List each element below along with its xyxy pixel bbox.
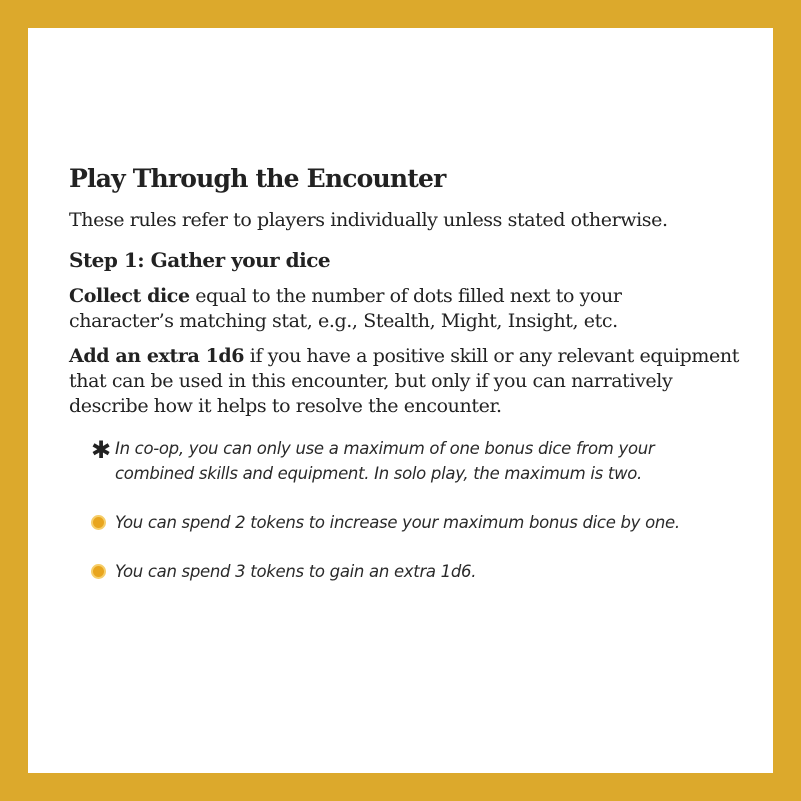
note-text: In co-op, you can only use a maximum of one bonus dice from your combined skills and equipment. In solo play, the maximum is two. [115,439,655,483]
rules-card [28,28,773,773]
note-text: You can spend 3 tokens to gain an extra 1d6. [115,562,477,581]
asterisk-icon: ✱ [91,436,111,464]
note-coop-limit [91,436,725,486]
note-text: You can spend 2 tokens to increase your maximum bonus dice by one. [115,513,680,532]
rules-content [69,162,739,608]
page-title: Play Through the Encounter [69,164,446,193]
collect-dice-paragraph [69,284,669,334]
token-icon [91,515,106,530]
note-spend-3-tokens [91,559,739,584]
note-spend-2-tokens [91,510,685,535]
step-heading: Step 1: Gather your dice [69,248,331,272]
extra-die-text: if you have a positive skill or any relevant equipment that can be used in this encounter, but only if you can narratively describe how it helps to resolve the encounter. [69,345,739,417]
token-icon [91,564,106,579]
collect-dice-text: equal to the number of dots filled next to your character’s matching stat, e.g., Stealth, Might, Insight, etc. [69,285,622,332]
notes-list [91,436,739,584]
collect-dice-lead: Collect dice [69,285,190,307]
extra-die-paragraph [69,344,739,419]
intro-text: These rules refer to players individually unless stated otherwise. [69,209,668,231]
extra-die-lead: Add an extra 1d6 [69,345,245,367]
